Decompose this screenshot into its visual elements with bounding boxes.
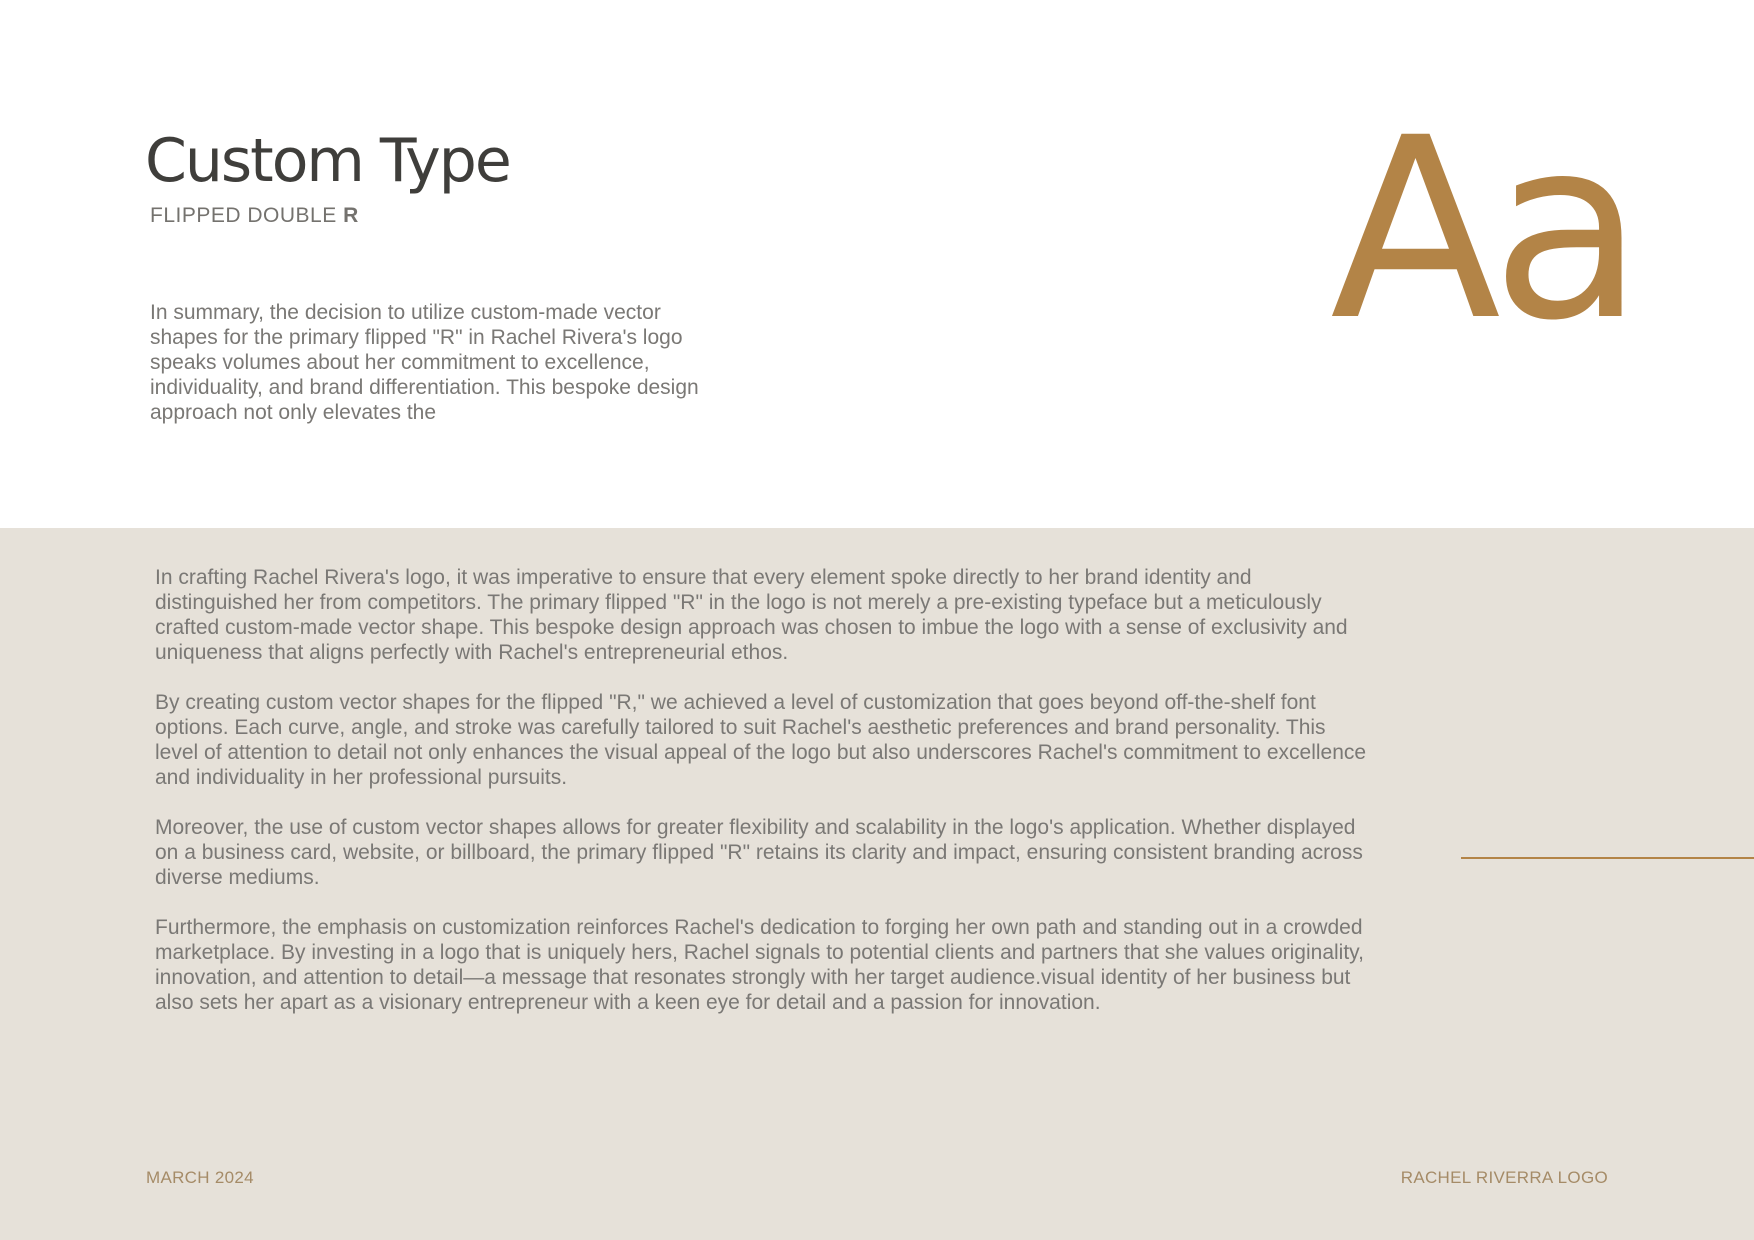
subtitle-prefix: FLIPPED DOUBLE (150, 204, 344, 227)
footer-date: MARCH 2024 (146, 1168, 254, 1187)
accent-divider (1461, 857, 1754, 859)
type-specimen: Aa (1330, 84, 1635, 375)
footer-project: RACHEL RIVERRA LOGO (1400, 1168, 1608, 1187)
top-section (0, 0, 1754, 528)
paragraph: Furthermore, the emphasis on customization reinforces Rachel's dedication to forging her own path and standing out in a crowded marketplace. By investing in a logo that is uniquely hers, Rachel signals to potential clients and partners that she values originality, innovation, and attention to detail—a message that resonates strongly with her target audience.visual identity of her business but also sets her apart as a visionary entrepreneur with a keen eye for detail and a passion for innovation. (155, 916, 1364, 1014)
subtitle-letter: R (343, 204, 359, 227)
page-title: Custom Type (145, 126, 510, 196)
paragraph: By creating custom vector shapes for the flipped "R," we achieved a level of customization that goes beyond off-the-shelf font options. Each curve, angle, and stroke was carefully tailored to suit Rachel's aesthetic preferences and brand personality. This level of attention to detail not only enhances the visual appeal of the logo but also underscores Rachel's commitment to excellence and individuality in her professional pursuits. (155, 691, 1367, 789)
page-subtitle (150, 204, 359, 228)
paragraph: Moreover, the use of custom vector shapes allows for greater flexibility and scalability in the logo's application. Whether displayed on a business card, website, or billboard, the primary flipped "R" retains its clarity and impact, ensuring consistent branding across diverse mediums. (155, 816, 1363, 889)
paragraph: In crafting Rachel Rivera's logo, it was imperative to ensure that every element spoke directly to her brand identity and distinguished her from competitors. The primary flipped "R" in the logo is not merely a pre-existing typeface but a meticulously crafted custom-made vector shape. This bespoke design approach was chosen to imbue the logo with a sense of exclusivity and uniqueness that aligns perfectly with Rachel's entrepreneurial ethos. (155, 566, 1348, 664)
body-text (155, 565, 1370, 1040)
summary-text: In summary, the decision to utilize custom-made vector shapes for the primary flipped "R" in Rachel Rivera's logo speaks volumes about her commitment to excellence, individuality, and brand differentiation. This bespoke design approach not only elevates the (150, 301, 699, 424)
